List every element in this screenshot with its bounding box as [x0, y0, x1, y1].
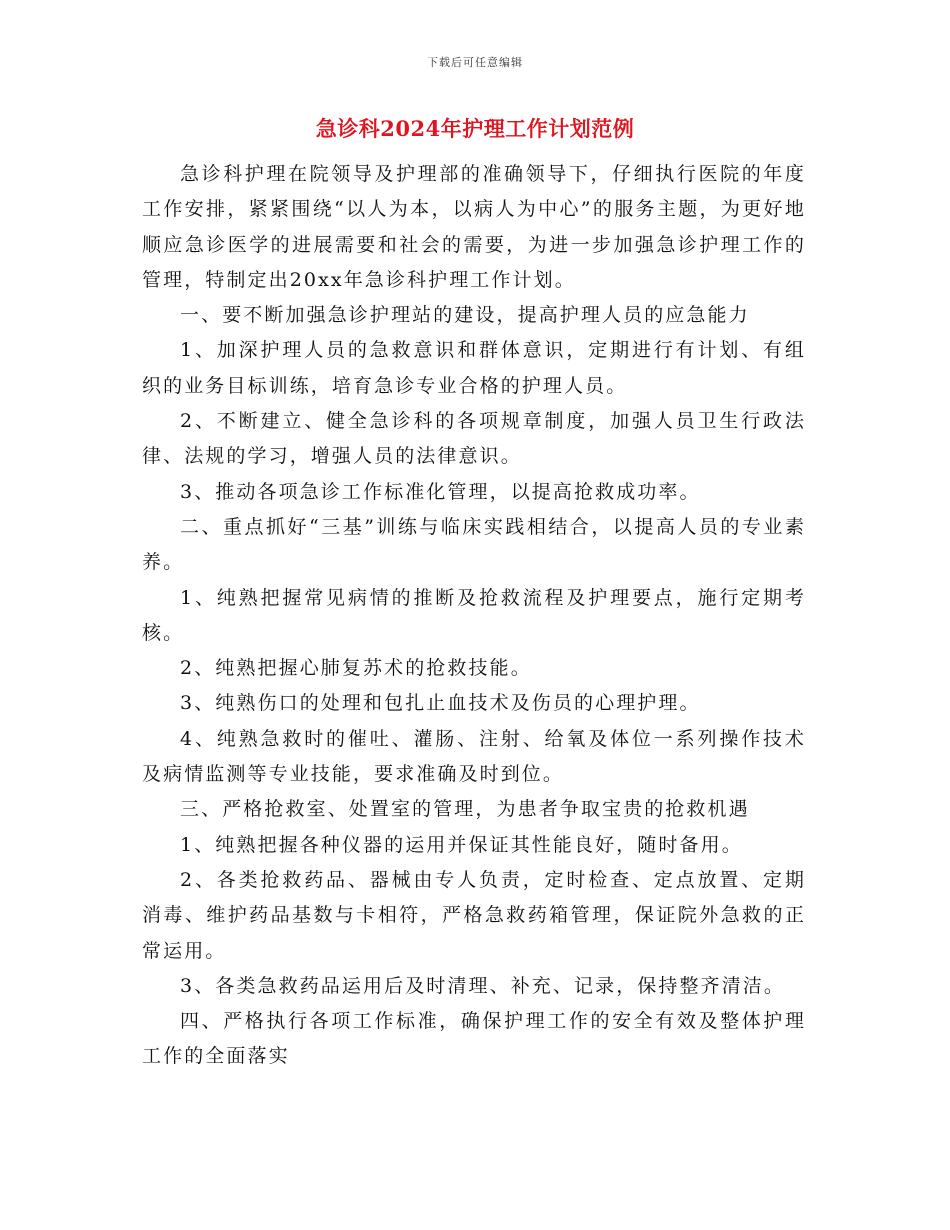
paragraph-item: 3、纯熟伤口的处理和包扎止血技术及伤员的心理护理。 — [180, 692, 701, 715]
paragraph-item: 1、纯熟把握各种仪器的运用并保证其性能良好，随时备用。 — [180, 833, 743, 856]
document-title: 急诊科2024年护理工作计划范例 — [315, 116, 635, 141]
section-heading-4: 四、严格执行各项工作标准，确保护理工作的安全有效及整体护理工作的全面落实 — [142, 1010, 806, 1068]
section-heading-2: 二、重点抓好“三基”训练与临床实践相结合，以提高人员的专业素养。 — [142, 515, 806, 574]
paragraph-item: 1、纯熟把握常见病情的推断及抢救流程及护理要点，施行定期考核。 — [142, 586, 806, 644]
section-heading-3: 三、严格抢救室、处置室的管理，为患者争取宝贵的抢救机遇 — [180, 798, 750, 821]
paragraph-item: 2、不断建立、健全急诊科的各项规章制度，加强人员卫生行政法律、法规的学习，增强人员的法律意识。 — [142, 410, 806, 468]
document-body — [142, 157, 806, 1075]
paragraph-item: 4、纯熟急救时的催吐、灌肠、注射、给氧及体位一系列操作技术及病情监测等专业技能，要求准确及时到位。 — [142, 727, 806, 786]
paragraph-item: 3、推动各项急诊工作标准化管理，以提高抢救成功率。 — [180, 480, 701, 503]
paragraph-item: 2、各类抢救药品、器械由专人负责，定时检查、定点放置、定期消毒、维护药品基数与卡相符，严格急救药箱管理，保证院外急救的正常运用。 — [142, 868, 806, 962]
section-heading-1: 一、要不断加强急诊护理站的建设，提高护理人员的应急能力 — [180, 304, 750, 327]
paragraph-item: 3、各类急救药品运用后及时清理、补充、记录，保持整齐清洁。 — [180, 974, 785, 997]
paragraph-item: 1、加深护理人员的急救意识和群体意识，定期进行有计划、有组织的业务目标训练，培育急诊专业合格的护理人员。 — [142, 339, 806, 397]
header-note: 下载后可任意编辑 — [427, 56, 523, 69]
paragraph-intro: 急诊科护理在院领导及护理部的准确领导下，仔细执行医院的年度工作安排，紧紧围绕“以人为本，以病人为中心”的服务主题，为更好地顺应急诊医学的进展需要和社会的需要，为进一步加强急诊护理工作的管理，特制定出20xx年急诊科护理工作计划。 — [142, 163, 806, 291]
paragraph-item: 2、纯熟把握心肺复苏术的抢救技能。 — [180, 657, 532, 680]
